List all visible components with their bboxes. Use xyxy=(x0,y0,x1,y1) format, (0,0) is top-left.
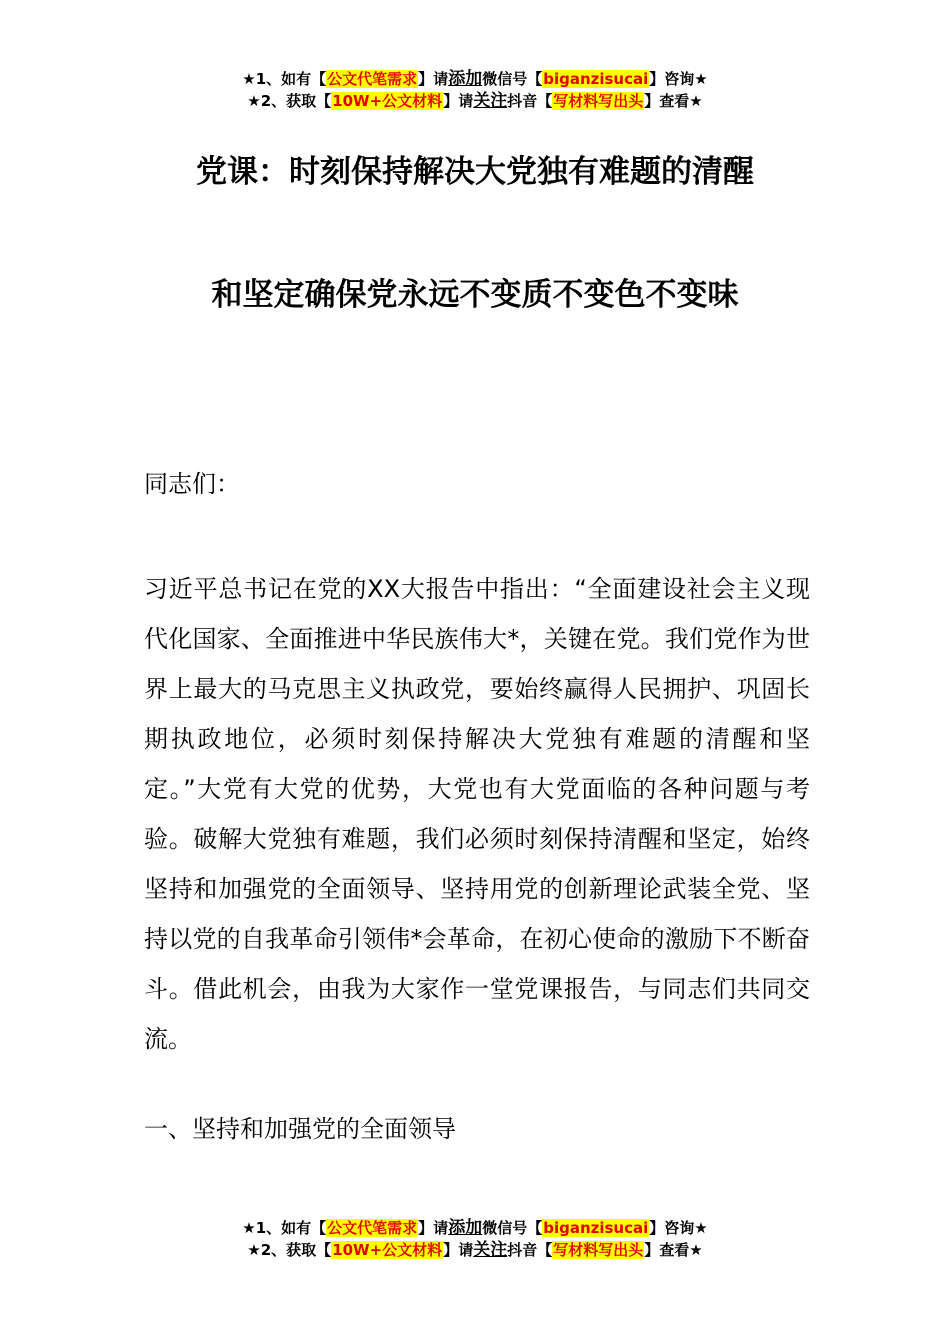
banner-line-1 xyxy=(0,68,950,90)
banner-text: 】咨询★ xyxy=(649,70,708,88)
banner-line-2 xyxy=(0,1239,950,1261)
banner-emphasis: 关注 xyxy=(473,1240,508,1260)
banner-emphasis: 添加 xyxy=(448,1218,483,1238)
banner-emphasis: 添加 xyxy=(448,69,483,89)
banner-text: 微信号【 xyxy=(482,70,543,88)
section-heading-1: 一、坚持和加强党的全面领导 xyxy=(144,1115,456,1143)
banner-highlight-materials: 10W+公文材料 xyxy=(332,1241,443,1259)
banner-text: 】请 xyxy=(443,92,474,110)
banner-text: ★1、如有【 xyxy=(242,70,327,88)
banner-text: 】请 xyxy=(418,70,449,88)
banner-line-1 xyxy=(0,1217,950,1239)
banner-highlight-service: 公文代笔需求 xyxy=(327,70,418,88)
banner-text: 】查看★ xyxy=(644,1241,703,1259)
banner-text: ★1、如有【 xyxy=(242,1219,327,1237)
banner-text: 】请 xyxy=(418,1219,449,1237)
banner-text: 】咨询★ xyxy=(649,1219,708,1237)
banner-highlight-service: 公文代笔需求 xyxy=(327,1219,418,1237)
body-paragraph: 习近平总书记在党的XX大报告中指出：“全面建设社会主义现代化国家、全面推进中华民族伟大*，关键在党。我们党作为世界上最大的马克思主义执政党，要始终赢得人民拥护、巩固长期执政地位，必须时刻保持解决大党独有难题的清醒和坚定。”大党有大党的优势，大党也有大党面临的各种问题与考验。破解大党独有难题，我们必须时刻保持清醒和坚定，始终坚持和加强党的全面领导、坚持用党的创新理论武装全党、坚持以党的自我革命引领伟*会革命，在初心使命的激励下不断奋斗。借此机会，由我为大家作一堂党课报告，与同志们共同交流。 xyxy=(144,575,810,1053)
document-title-line-1: 党课：时刻保持解决大党独有难题的清醒 xyxy=(196,154,754,190)
banner-text: ★2、获取【 xyxy=(247,1241,332,1259)
banner-text: 抖音【 xyxy=(507,1241,553,1259)
footer-banner xyxy=(0,1217,950,1261)
banner-highlight-wechat: biganzisucai xyxy=(543,1219,649,1237)
banner-highlight-douyin: 写材料写出头 xyxy=(553,92,644,110)
banner-highlight-wechat: biganzisucai xyxy=(543,70,649,88)
banner-text: 】请 xyxy=(443,1241,474,1259)
banner-text: 】查看★ xyxy=(644,92,703,110)
banner-highlight-materials: 10W+公文材料 xyxy=(332,92,443,110)
banner-highlight-douyin: 写材料写出头 xyxy=(553,1241,644,1259)
header-banner xyxy=(0,68,950,112)
banner-text: ★2、获取【 xyxy=(247,92,332,110)
document-title-line-2: 和坚定确保党永远不变质不变色不变味 xyxy=(211,277,739,313)
banner-text: 微信号【 xyxy=(482,1219,543,1237)
banner-line-2 xyxy=(0,90,950,112)
banner-text: 抖音【 xyxy=(507,92,553,110)
salutation: 同志们： xyxy=(144,470,240,498)
banner-emphasis: 关注 xyxy=(473,91,508,111)
